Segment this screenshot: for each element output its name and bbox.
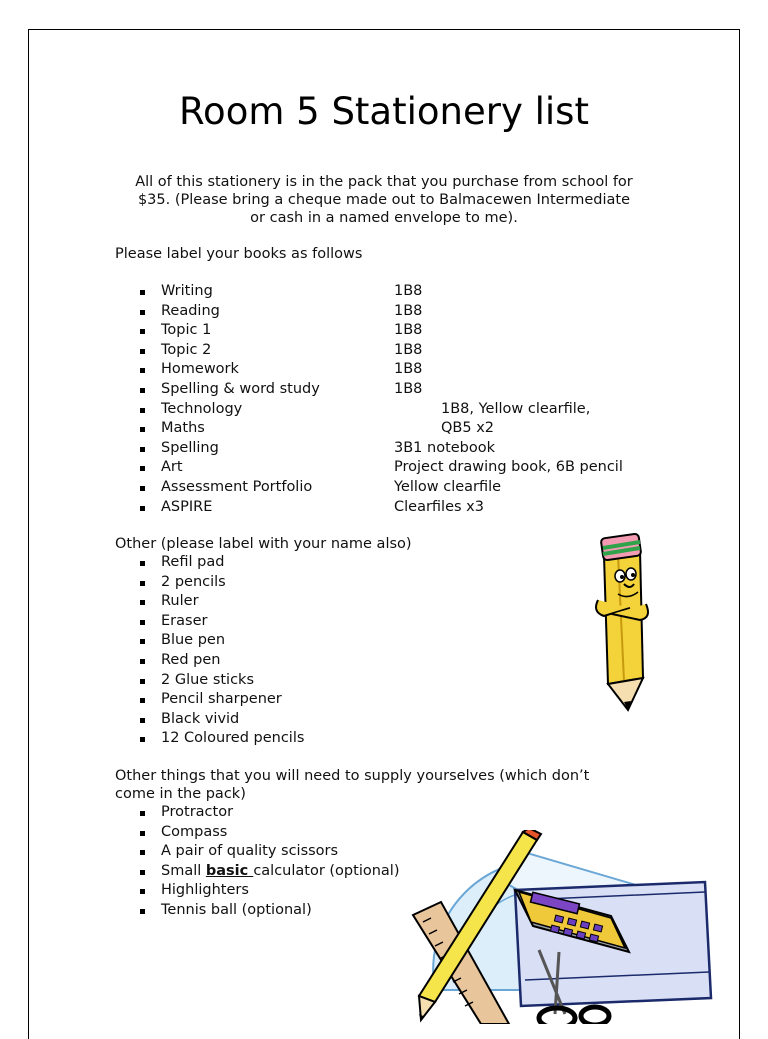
book-value: 1B8 <box>394 322 423 339</box>
list-item <box>137 862 399 882</box>
book-value: 3B1 notebook <box>394 439 496 456</box>
page-title: Room 5 Stationery list <box>179 90 589 133</box>
books-list <box>137 282 623 517</box>
label-heading: Please label your books as follows <box>115 246 363 262</box>
calc-prefix: Small <box>161 862 206 879</box>
supply-heading-line-1: Other things that you will need to supply yourselves (which don’t <box>115 768 590 784</box>
intro-paragraph <box>110 173 658 227</box>
list-item <box>137 341 423 361</box>
book-item: Spelling & word study <box>161 380 320 397</box>
list-item <box>137 498 484 518</box>
book-item: Technology <box>161 400 243 417</box>
list-item <box>137 282 423 302</box>
book-value: Project drawing book, 6B pencil <box>394 459 623 476</box>
book-item: Reading <box>161 302 220 319</box>
book-value: 1B8 <box>394 380 423 397</box>
list-item: Eraser <box>137 612 304 632</box>
book-item: Assessment Portfolio <box>161 478 313 495</box>
supply-heading <box>115 767 589 803</box>
book-item: Writing <box>161 283 213 299</box>
list-item <box>137 360 423 380</box>
book-value: 1B8 <box>394 283 423 299</box>
list-item: A pair of quality scissors <box>137 842 399 862</box>
book-value: 1B8 <box>394 341 423 358</box>
book-item: Homework <box>161 361 239 378</box>
calc-suffix: calculator (optional) <box>253 862 400 879</box>
list-item: Tennis ball (optional) <box>137 901 399 921</box>
list-item: Pencil sharpener <box>137 690 304 710</box>
book-value: 1B8 <box>394 302 423 319</box>
book-value: 1B8 <box>394 361 423 378</box>
book-value: Yellow clearfile <box>394 478 502 495</box>
list-item <box>137 478 502 498</box>
book-value: QB5 x2 <box>441 420 495 437</box>
intro-line-1: All of this stationery is in the pack that you purchase from school for <box>135 174 633 190</box>
intro-line-2: $35. (Please bring a cheque made out to Balmacewen Intermediate <box>137 192 631 208</box>
book-item: Topic 1 <box>161 322 212 339</box>
other-list <box>137 553 304 749</box>
book-item: Art <box>161 459 183 476</box>
list-item: Refil pad <box>137 553 304 573</box>
list-item: Blue pen <box>137 631 304 651</box>
book-item: Topic 2 <box>161 341 212 358</box>
list-item: Red pen <box>137 651 304 671</box>
list-item <box>137 380 423 400</box>
supply-list <box>137 803 399 921</box>
supply-heading-line-2: come in the pack) <box>115 786 246 802</box>
intro-line-3: or cash in a named envelope to me). <box>250 210 518 226</box>
list-item <box>137 439 496 459</box>
book-item: ASPIRE <box>161 498 213 515</box>
list-item: Black vivid <box>137 710 304 730</box>
list-item: Compass <box>137 823 399 843</box>
other-heading: Other (please label with your name also) <box>115 536 412 552</box>
book-value: Clearfiles x3 <box>394 498 484 515</box>
list-item: Protractor <box>137 803 399 823</box>
list-item: Ruler <box>137 592 304 612</box>
list-item <box>137 458 623 478</box>
stationery-clipart-icon <box>405 830 715 1024</box>
list-item <box>137 400 591 420</box>
list-item: Highlighters <box>137 881 399 901</box>
book-item: Maths <box>161 420 205 437</box>
list-item <box>137 302 423 322</box>
cartoon-pencil-icon <box>590 528 656 713</box>
list-item: 2 pencils <box>137 573 304 593</box>
list-item <box>137 419 495 439</box>
list-item: 2 Glue sticks <box>137 671 304 691</box>
list-item <box>137 321 423 341</box>
book-value: 1B8, Yellow clearfile, <box>441 400 591 417</box>
calc-emphasis: basic <box>205 862 254 879</box>
book-item: Spelling <box>161 439 219 456</box>
list-item: 12 Coloured pencils <box>137 729 304 749</box>
